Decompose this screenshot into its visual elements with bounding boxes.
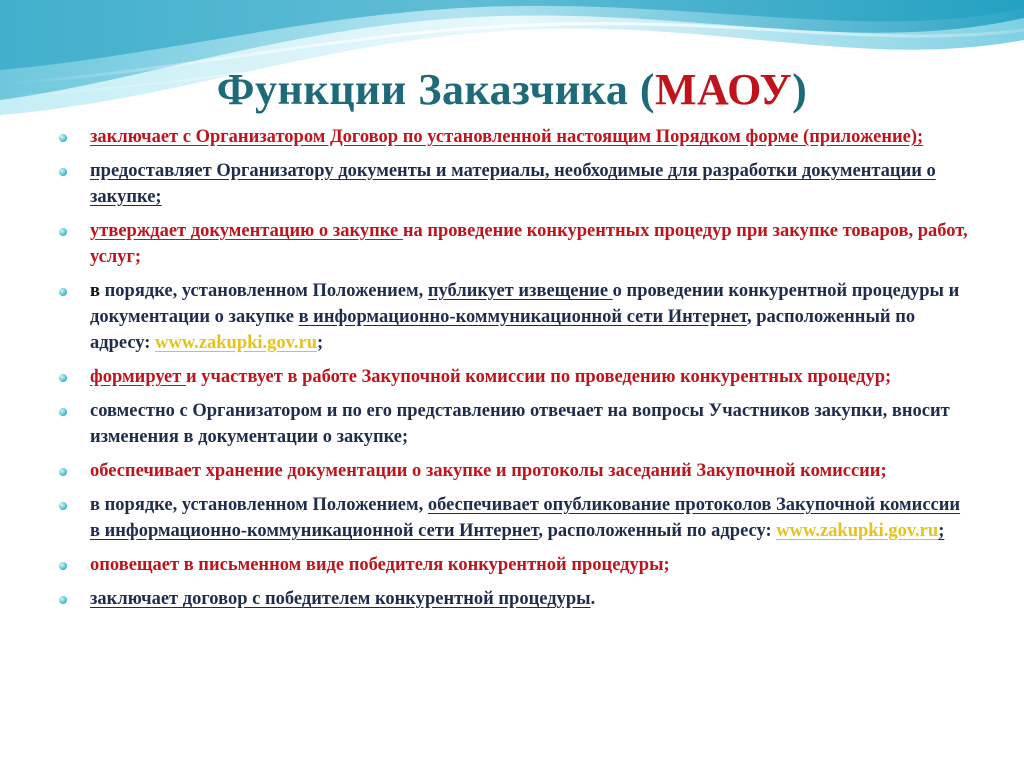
list-item — [58, 124, 973, 150]
zakupki-link[interactable]: www.zakupki.gov.ru — [155, 333, 318, 353]
bullet-icon — [59, 562, 67, 570]
item-text-segment: заключает договор с победителем конкурентной процедуры — [90, 589, 591, 609]
bullet-icon — [59, 374, 67, 382]
item-text-segment: , расположенный по адресу: — [90, 307, 916, 353]
item-text-segment: . — [590, 589, 596, 609]
list-item — [58, 552, 973, 578]
list-item — [58, 364, 973, 390]
item-text-segment: публикует извещение — [427, 281, 613, 301]
item-text-segment: на проведение конкурентных процедур при закупке товаров, работ, услуг; — [90, 221, 968, 267]
zakupki-link[interactable]: www.zakupki.gov.ru — [776, 521, 939, 541]
item-text-segment: предоставляет Организатору документы и материалы, необходимые для разработки документации о закупке; — [90, 161, 936, 207]
item-text-segment: о проведении конкурентной процедуры и документации о закупке — [90, 281, 960, 327]
item-text-segment: , расположенный по адресу: — [538, 521, 777, 541]
bullet-icon — [59, 228, 67, 236]
title-main: Функции Заказчика ( — [216, 65, 655, 114]
item-text-segment: оповещает в письменном виде победителя конкурентной процедуры; — [90, 555, 670, 575]
item-text-segment: ; — [317, 333, 324, 353]
item-text-segment: заключает с Организатором Договор по установленной настоящим Порядком форме (приложение); — [90, 127, 924, 147]
list-item — [58, 278, 973, 356]
bullet-icon — [59, 596, 67, 604]
item-text-segment: и участвует в работе Закупочной комиссии по проведению конкурентных процедур; — [185, 367, 892, 387]
bullet-icon — [59, 134, 67, 142]
bullet-icon — [59, 288, 67, 296]
list-item — [58, 158, 973, 210]
title-close: ) — [792, 65, 808, 114]
item-text-segment: ; — [938, 521, 945, 541]
bullet-icon — [59, 468, 67, 476]
list-item — [58, 492, 973, 544]
bullet-icon — [59, 502, 67, 510]
bullet-icon — [59, 168, 67, 176]
list-item — [58, 458, 973, 484]
bullet-icon — [59, 408, 67, 416]
list-item — [58, 398, 973, 450]
list-item — [58, 586, 973, 612]
item-text-segment: в — [90, 281, 100, 301]
item-text-segment: в порядке, установленном Положением, — [90, 495, 428, 515]
title-accent: МАОУ — [654, 65, 793, 114]
item-text-segment: обеспечивает хранение документации о закупке и протоколы заседаний Закупочной комиссии; — [90, 461, 887, 481]
item-text-segment: порядке, установленном Положением, — [100, 281, 428, 301]
page-title — [0, 64, 1024, 115]
item-text-segment: совместно с Организатором и по его представлению отвечает на вопросы Участников закупки, вносит изменения в документации о закупке; — [90, 401, 950, 447]
item-text-segment: обеспечивает опубликование протоколов Закупочной комиссии в информационно-коммуникационной сети Интернет — [90, 495, 961, 541]
item-text-segment: в информационно-коммуникационной сети Интернет — [298, 307, 747, 327]
list-item — [58, 218, 973, 270]
item-text-segment: формирует — [90, 367, 186, 387]
functions-list — [58, 124, 973, 620]
item-text-segment: утверждает документацию о закупке — [90, 221, 403, 241]
